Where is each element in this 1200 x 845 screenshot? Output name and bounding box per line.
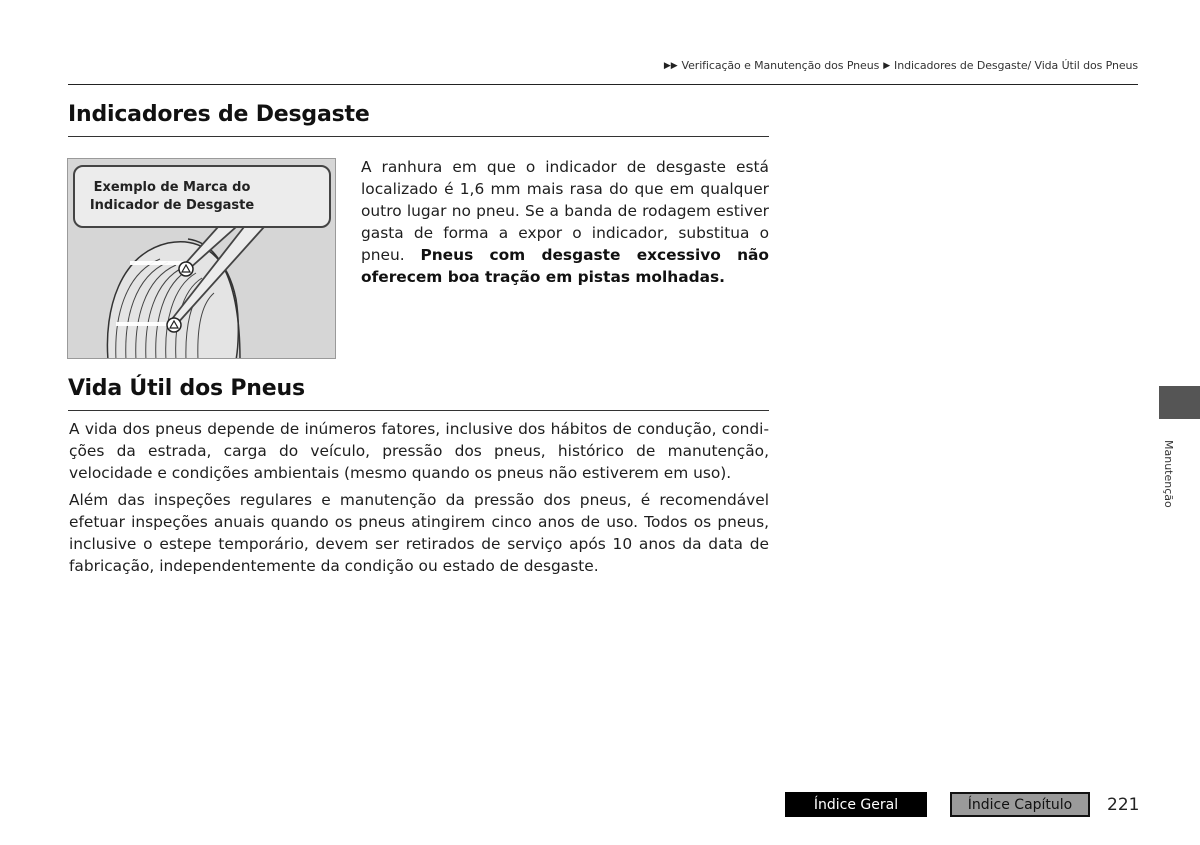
- indice-geral-button[interactable]: Índice Geral: [785, 792, 927, 817]
- page-number: 221: [1107, 795, 1140, 815]
- arrow-right-icon: ▶: [883, 60, 891, 71]
- tire-life-paragraph-2: Além das inspeções regulares e manutenção da pressão dos pneus, é recomendável efetuar inspeções anuais quando os pneus atingirem cinco anos de uso. Todos os pneus, inclusive o estepe temporário, devem ser retirados de serviço após 10 anos da data de fabricação, independentemente da condição ou estado de desgaste.: [69, 491, 769, 575]
- section-title-vida-util: Vida Útil dos Pneus: [68, 376, 305, 401]
- chapter-label: Manutenção: [1162, 440, 1175, 508]
- wear-indicator-warning: Pneus com desgaste excessivo não oferecem boa tração em pistas molhadas.: [361, 246, 769, 286]
- indice-capitulo-button[interactable]: Índice Capítulo: [950, 792, 1090, 817]
- tire-life-paragraph-1: A vida dos pneus depende de inúmeros fatores, inclusive dos hábitos de condução, condições da estrada, carga do veículo, pressão dos pneus, histórico de manutenção, velocidade e condições ambientais (mesmo quando os pneus não estiverem em uso).: [69, 420, 769, 482]
- wear-indicator-paragraph: [361, 156, 769, 288]
- chapter-tab[interactable]: [1159, 386, 1200, 419]
- breadcrumb: [664, 59, 1138, 72]
- header-divider: [68, 84, 1138, 85]
- wear-indicator-text: A ranhura em que o indicador de desgaste está localizado é 1,6 mm mais rasa do que em qualquer outro lugar no pneu. Se a banda de rodagem estiver gasta de forma a expor o indicador, substitua o pneu.: [361, 158, 769, 264]
- double-arrow-icon: ▶▶: [663, 60, 678, 71]
- section-divider: [68, 410, 769, 411]
- callout-line1: Exemplo de Marca do: [93, 179, 251, 195]
- breadcrumb-item-verificacao[interactable]: Verificação e Manutenção dos Pneus: [681, 59, 880, 72]
- section-divider: [68, 136, 769, 137]
- section-title-indicadores: Indicadores de Desgaste: [68, 102, 370, 127]
- tire-wear-indicator-figure: [67, 158, 336, 359]
- figure-callout: [73, 165, 331, 228]
- callout-line2: Indicador de Desgaste: [89, 197, 255, 213]
- breadcrumb-item-indicadores[interactable]: Indicadores de Desgaste/ Vida Útil dos Pneus: [894, 59, 1138, 72]
